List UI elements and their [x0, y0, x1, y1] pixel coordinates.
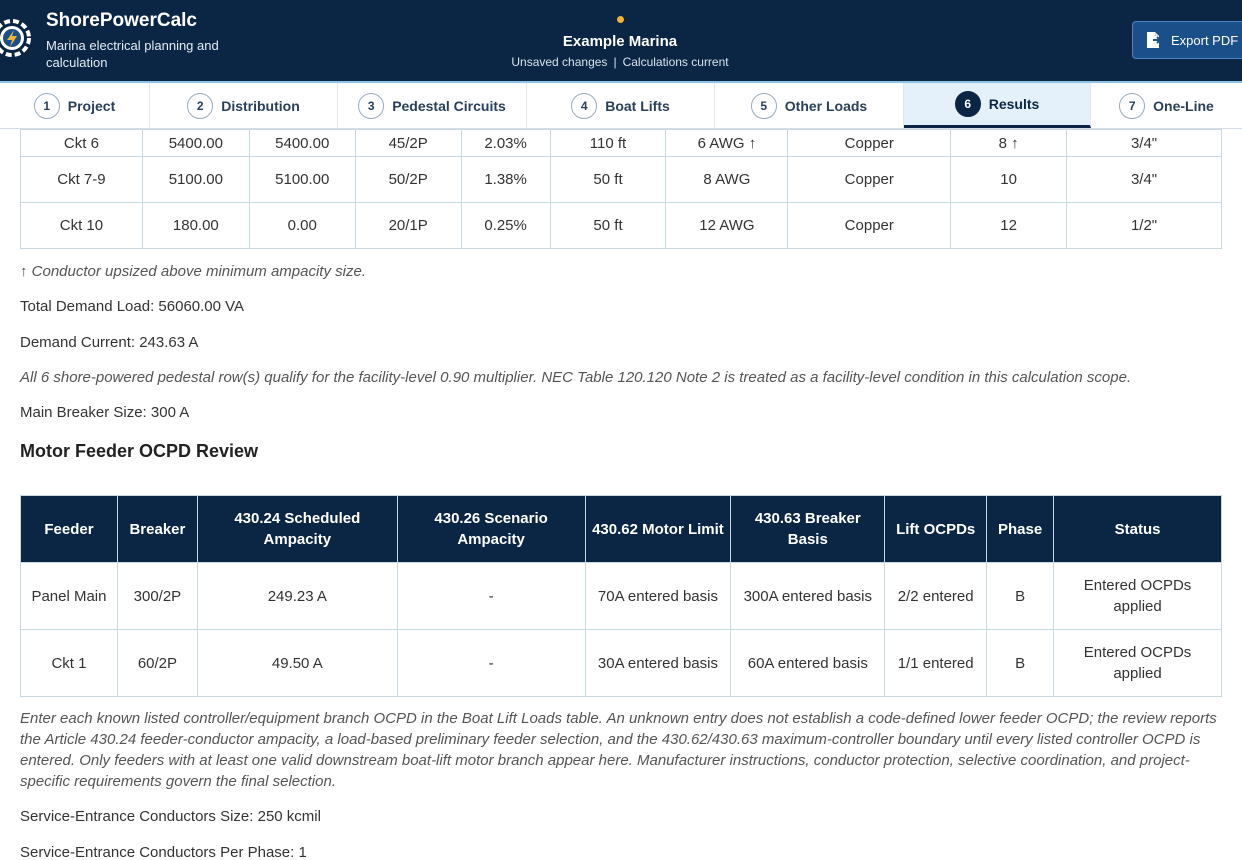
tab-project[interactable]	[0, 83, 150, 128]
table-cell: 50/2P	[355, 157, 461, 203]
tab-label: Boat Lifts	[605, 97, 670, 114]
step-tabs	[0, 81, 1242, 129]
column-header: Phase	[987, 496, 1054, 563]
column-header: Lift OCPDs	[885, 496, 987, 563]
column-header: 430.63 Breaker Basis	[731, 496, 885, 563]
table-cell: Ckt 6	[21, 130, 143, 157]
table-cell: Ckt 10	[21, 203, 143, 249]
motor-feeder-table	[20, 495, 1222, 697]
table-cell: Ckt 1	[21, 630, 118, 697]
table-cell: 5100.00	[249, 157, 355, 203]
tab-label: Results	[988, 96, 1040, 112]
table-row	[21, 130, 1222, 157]
table-cell: 5400.00	[142, 130, 249, 157]
unsaved-dot-icon	[617, 16, 624, 23]
table-cell: 2.03%	[461, 130, 550, 157]
table-cell: Entered OCPDs applied	[1054, 630, 1222, 697]
table-cell: 60A entered basis	[731, 630, 885, 697]
tab-label: Pedestal Circuits	[392, 97, 506, 114]
table-cell: 12	[951, 203, 1067, 249]
table-cell: 45/2P	[355, 130, 461, 157]
export-pdf-button[interactable]	[1132, 21, 1242, 59]
tab-label: Project	[67, 97, 116, 114]
table-cell: 8 ↑	[951, 130, 1067, 157]
table-cell: -	[397, 563, 585, 630]
calc-status: Calculations current	[622, 55, 729, 69]
table-cell: 70A entered basis	[585, 563, 731, 630]
circuit-table	[20, 129, 1222, 249]
tab-other-loads[interactable]	[715, 83, 904, 128]
project-status	[470, 55, 770, 69]
table-row	[21, 563, 1222, 630]
table-cell: 30A entered basis	[585, 630, 731, 697]
service-conductors-per-phase: Service-Entrance Conductors Per Phase: 1	[20, 844, 307, 860]
file-export-icon	[1145, 31, 1161, 49]
save-status: Unsaved changes	[511, 55, 608, 69]
table-cell: 6 AWG ↑	[666, 130, 788, 157]
project-name: Example Marina	[562, 33, 678, 50]
table-cell: 1/2"	[1067, 203, 1222, 249]
tab-one-line[interactable]	[1091, 83, 1242, 128]
table-cell: 180.00	[142, 203, 249, 249]
tab-pedestal-circuits[interactable]	[338, 83, 527, 128]
bolt-gear-icon	[0, 16, 32, 60]
column-header: 430.26 Scenario Ampacity	[397, 496, 585, 563]
table-row	[21, 630, 1222, 697]
step-number-badge: 5	[751, 93, 777, 119]
table-cell: 20/1P	[355, 203, 461, 249]
export-pdf-label: Export PDF	[1171, 32, 1239, 48]
table-cell: 1/1 entered	[885, 630, 987, 697]
app-tagline: Marina electrical planning and calculation	[46, 38, 219, 70]
app-header	[0, 0, 1242, 81]
table-cell: 60/2P	[117, 630, 197, 697]
column-header: Feeder	[21, 496, 118, 563]
table-cell: Panel Main	[21, 563, 118, 630]
demand-current: Demand Current: 243.63 A	[20, 334, 199, 351]
table-cell: Copper	[788, 203, 951, 249]
table-cell: Ckt 7-9	[21, 157, 143, 203]
table-row	[21, 157, 1222, 203]
column-header: 430.62 Motor Limit	[585, 496, 731, 563]
table-cell: 0.00	[249, 203, 355, 249]
table-cell: 50 ft	[550, 157, 666, 203]
table-cell: 0.25%	[461, 203, 550, 249]
table-cell: Copper	[788, 130, 951, 157]
tab-boat-lifts[interactable]	[527, 83, 715, 128]
table-cell: 249.23 A	[197, 563, 397, 630]
table-header-row	[21, 496, 1222, 563]
tab-label: Distribution	[221, 97, 300, 114]
table-cell: 300/2P	[117, 563, 197, 630]
step-number-badge: 3	[358, 93, 384, 119]
column-header: Breaker	[117, 496, 197, 563]
table-cell: 2/2 entered	[885, 563, 987, 630]
main-breaker-size: Main Breaker Size: 300 A	[20, 404, 190, 421]
table-row	[21, 203, 1222, 249]
table-cell: 12 AWG	[666, 203, 788, 249]
tab-label: Other Loads	[784, 97, 868, 114]
table-cell: 10	[951, 157, 1067, 203]
tab-label: One-Line	[1153, 97, 1214, 114]
step-number-badge: 2	[187, 93, 213, 119]
column-header: Status	[1054, 496, 1222, 563]
project-status-area	[470, 14, 770, 69]
table-cell: 1.38%	[461, 157, 550, 203]
table-cell: 110 ft	[550, 130, 666, 157]
motor-review-note: Enter each known listed controller/equipment branch OCPD in the Boat Lift Loads table. An unknown entry does not establish a code-defined lower feeder OCPD; the review reports the Article 430.24 feeder-conductor ampacity, a load-based preliminary feeder selection, and the 430.62/430.63 maximum-controller boundary until every listed controller OCPD is entered. Only feeders with at least one valid downstream boat-lift motor branch appear here. Manufacturer instructions, conductor protection, selective coordination, and project-specific requirements govern the final selection.	[20, 710, 1217, 790]
step-number-badge: 4	[571, 93, 597, 119]
service-conductors-size: Service-Entrance Conductors Size: 250 kcmil	[20, 808, 321, 825]
total-demand-load: Total Demand Load: 56060.00 VA	[20, 298, 245, 315]
table-cell: 3/4"	[1067, 130, 1222, 157]
table-cell: -	[397, 630, 585, 697]
motor-review-heading: Motor Feeder OCPD Review	[20, 441, 259, 461]
app-name: ShorePowerCalc	[46, 10, 197, 31]
results-content	[20, 129, 1222, 860]
table-cell: 5400.00	[249, 130, 355, 157]
table-cell: 50 ft	[550, 203, 666, 249]
table-cell: 300A entered basis	[731, 563, 885, 630]
upsize-note: ↑ Conductor upsized above minimum ampacity size.	[20, 263, 366, 280]
multiplier-note: All 6 shore-powered pedestal row(s) qualify for the facility-level 0.90 multiplier. NEC Table 120.120 Note 2 is treated as a facility-level condition in this calculation scope.	[20, 369, 1132, 386]
step-number-badge: 6	[955, 91, 981, 117]
table-cell: B	[987, 563, 1054, 630]
column-header: 430.24 Scheduled Ampacity	[197, 496, 397, 563]
tab-distribution[interactable]	[150, 83, 338, 128]
step-number-badge: 7	[1119, 93, 1145, 119]
status-separator: |	[613, 55, 617, 69]
table-cell: 3/4"	[1067, 157, 1222, 203]
table-cell: 49.50 A	[197, 630, 397, 697]
table-cell: Entered OCPDs applied	[1054, 563, 1222, 630]
table-cell: 5100.00	[142, 157, 249, 203]
table-cell: B	[987, 630, 1054, 697]
table-cell: Copper	[788, 157, 951, 203]
table-cell: 8 AWG	[666, 157, 788, 203]
step-number-badge: 1	[34, 93, 60, 119]
tab-results[interactable]	[904, 83, 1091, 128]
